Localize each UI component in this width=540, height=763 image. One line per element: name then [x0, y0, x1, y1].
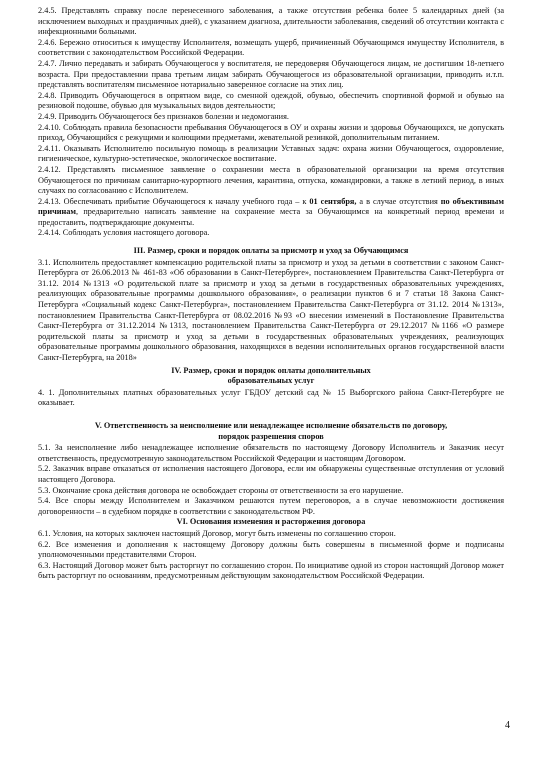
clause-2-4-8: 2.4.8. Приводить Обучающегося в опрятном виде, со сменной одеждой, обувью, обеспечить спортивной формой и обувью на резиновой подошве, обувью для музыкальных видов деятельности;: [38, 90, 504, 111]
clause-2-4-13-text-a: 2.4.13. Обеспечивать прибытие Обучающегося к началу учебного года – к: [38, 196, 310, 206]
clause-2-4-14: 2.4.14. Соблюдать условия настоящего договора.: [38, 228, 210, 238]
section-5-heading-line-2: порядок разрешения споров: [218, 431, 324, 441]
clause-6-3: 6.3. Настоящий Договор может быть расторгнут по соглашению сторон. По инициативе одной из сторон настоящий Договор может быть расторгнут по основаниям, предусмотренным действующим законодательством Российской Федерации.: [38, 560, 504, 581]
section-5-heading-line-1: V. Ответственность за неисполнение или ненадлежащее исполнение обязательств по договору,: [94, 420, 448, 430]
section-5-heading: [38, 421, 504, 442]
clause-3-1: 3.1. Исполнитель предоставляет компенсацию родительской платы за присмотр и уход за детьми в соответствии с законом Санкт-Петербурга от 26.06.2013 № 461-83 «Об образовании в Санкт-Петербурге», постановлением Правительства Санкт-Петербурга от 31.12. 2014 №1313 «О родительской плате за присмотр и уход за детьми в государственных образовательных учреждениях, реализующих образовательные программы дошкольного образования», о реализации пунктов 6 и 7 статьи 18 Закона Санкт-Петербурга «Социальный кодекс Санкт-Петербурга», постановлением Правительства Санкт-Петербурга от 31.12. 2014 №1313», постановлением Правительства Санкт-Петербурга от 08.02.2016 №93 «О внесении изменений в Постановление Правительства Санкт-Петербурга от 31.12.2014 №1313, постановлением Правительства Санкт-Петербурга от 29.12.2017 №1166 «О размере родительской платы за присмотр и уход за детьми в государственных образовательных учреждениях, реализующих образовательные программы дошкольного образования, находящихся в ведении исполнительных органов государственной власти Санкт-Петербурга, на 2018»: [38, 257, 504, 362]
clause-2-4-13: [38, 197, 504, 229]
clause-2-4-13-reason: по объективным причинам: [38, 196, 504, 217]
clause-5-3: 5.3. Окончание срока действия договора не освобождает стороны от ответственности за его нарушение.: [38, 485, 404, 495]
clause-2-4-13-date: 01 сентября,: [309, 196, 357, 206]
clause-5-4: 5.4. Все споры между Исполнителем и Заказчиком решаются путем переговоров, а в случае невозможности достижения договоренности – в судебном порядке в соответствии с законодательством РФ.: [38, 496, 504, 516]
clause-2-4-13-text-e: , предварительно написать заявление на сохранение места за Обучающимся на конкретный период времени и предоставить, подтверждающие документы.: [38, 207, 504, 227]
clause-2-4-11: 2.4.11. Оказывать Исполнителю посильную помощь в реализации Уставных задач: охрана жизни Обучающегося, оздоровление, гигиеническое, культурно-эстетическое, экологическое воспитание.: [38, 143, 504, 164]
clause-2-4-5: 2.4.5. Представлять справку после перенесенного заболевания, а также отсутствия ребенка более 5 календарных дней (за исключением выходных и праздничных дней), с указанием диагноза, длительности заболевания, сведений об отсутствии контакта с инфекционными больными.: [38, 6, 504, 37]
clause-6-2: 6.2. Все изменения и дополнения к настоящему Договору должны быть совершены в письменной форме и подписаны уполномоченными представителями Сторон.: [38, 539, 504, 560]
clause-2-4-6: 2.4.6. Бережно относиться к имуществу Исполнителя, возмещать ущерб, причиненный Обучающимся имуществу Исполнителя, в соответствии с законодательством Российской Федерации.: [38, 37, 504, 58]
section-4-heading-line-1: IV. Размер, сроки и порядок оплаты дополнительных: [171, 365, 371, 375]
clause-2-4-7: 2.4.7. Лично передавать и забирать Обучающегося у воспитателя, не передоверяя Обучающегося лицам, не достигшим 18-летнего возраста. При предоставлении права третьим лицам забирать Обучающегося из образовательной организации, приводить и.т.п. представлять воспитателям письменное нотариально заверенное согласие на этих лиц.: [38, 58, 504, 90]
section-4-heading: [38, 366, 504, 387]
clause-2-4-13-text-c: а в случае отсутствия: [356, 196, 441, 206]
clause-5-2: 5.2. Заказчик вправе отказаться от исполнения настоящего Договора, если им обнаружены существенные отступления от условий настоящего Договора.: [38, 464, 504, 484]
clause-2-4-9: 2.4.9. Приводить Обучающегося без признаков болезни и недомогания.: [38, 111, 289, 121]
clause-4-1: 4. 1. Дополнительных платных образовательных услуг ГБДОУ детский сад № 15 Выборгского района Санкт-Петербурге не оказывает.: [38, 387, 504, 408]
clause-6-1: 6.1. Условия, на которых заключен настоящий Договор, могут быть изменены по соглашению сторон.: [38, 528, 396, 538]
section-6-heading: VI. Основания изменения и расторжения договора: [176, 517, 366, 527]
clause-2-4-10: 2.4.10. Соблюдать правила безопасности пребывания Обучающегося в ОУ и охраны жизни и здоровья Обучающихся, не допускать приход, Обучающийся с режущими и колющими предметами, жевательной резинкой, дополнительным питанием.: [38, 122, 504, 143]
clause-5-1: 5.1. За неисполнение либо ненадлежащее исполнение обязательств по настоящему Договору Исполнитель и Заказчик несут ответственность, предусмотренную законодательством Российской Федерации и настоящим Договором.: [38, 443, 504, 463]
page-number: 4: [505, 720, 510, 731]
clause-2-4-12: 2.4.12. Представлять письменное заявление о сохранении места в образовательной организации на время отсутствия Обучающегося по причинам санитарно-курортного лечения, карантина, отпуска, командировки, а также в летний период, в иных случаях по согласованию с Исполнителем.: [38, 164, 504, 196]
section-3-heading: III. Размер, сроки и порядок оплаты за присмотр и уход за Обучающимся: [133, 246, 409, 256]
document-page: [38, 6, 504, 582]
section-4-heading-line-2: образовательных услуг: [227, 376, 315, 386]
